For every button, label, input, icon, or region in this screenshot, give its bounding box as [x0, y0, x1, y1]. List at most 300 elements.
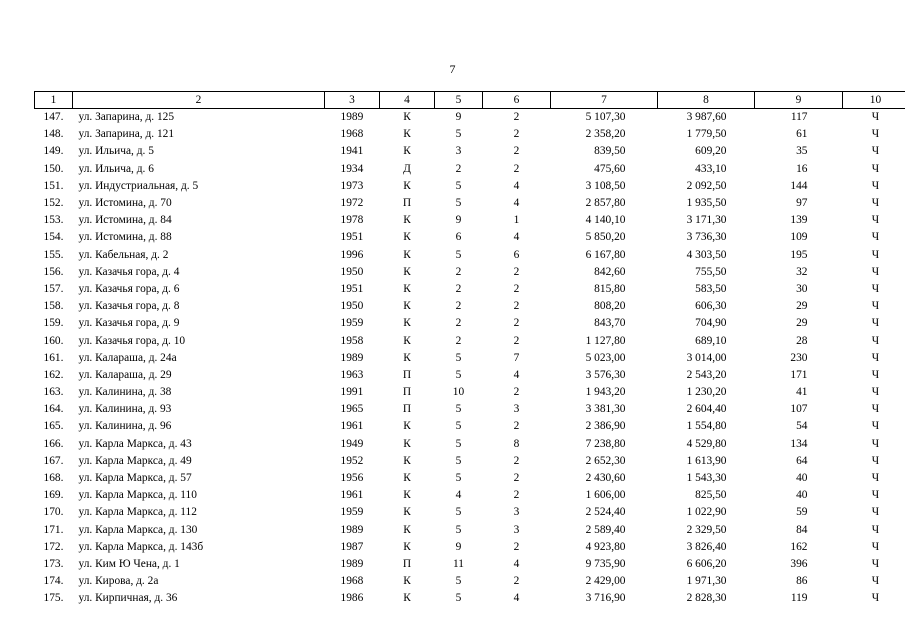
floors-cell: 3 — [455, 145, 462, 158]
row-number-cell: 158. — [43, 300, 64, 313]
wall-material-cell: К — [403, 575, 411, 588]
row-number-cell: 166. — [43, 437, 64, 450]
residents-cell: 35 — [796, 145, 808, 158]
entrances-cell: 2 — [513, 265, 520, 278]
row-number-cell: 167. — [43, 454, 64, 467]
row-number-cell: 157. — [43, 282, 64, 295]
table-row — [35, 418, 905, 435]
row-number-cell: 164. — [43, 403, 64, 416]
total-area-cell: 2 589,40 — [585, 523, 626, 536]
floors-cell: 5 — [455, 179, 462, 192]
total-area-cell: 808,20 — [594, 300, 626, 313]
row-number-cell: 170. — [43, 506, 64, 519]
wall-material-cell: К — [403, 145, 411, 158]
entrances-cell: 3 — [513, 403, 520, 416]
total-area-cell: 1 943,20 — [585, 386, 626, 399]
address-cell: ул. Казачья гора, д. 9 — [78, 317, 180, 330]
living-area-cell: 1 230,20 — [686, 386, 727, 399]
category-cell: Ч — [871, 386, 880, 399]
year-built-cell: 1949 — [340, 437, 364, 450]
year-built-cell: 1951 — [340, 231, 364, 244]
entrances-cell: 6 — [513, 248, 520, 261]
residents-cell: 230 — [790, 351, 808, 364]
entrances-cell: 1 — [513, 214, 520, 227]
residents-cell: 59 — [796, 506, 808, 519]
total-area-cell: 4 923,80 — [585, 540, 626, 553]
category-cell: Ч — [871, 506, 880, 519]
year-built-cell: 1978 — [340, 214, 364, 227]
category-cell: Ч — [871, 523, 880, 536]
floors-cell: 11 — [453, 557, 464, 570]
wall-material-cell: К — [403, 437, 411, 450]
category-cell: Ч — [871, 368, 880, 381]
year-built-cell: 1961 — [340, 420, 364, 433]
entrances-cell: 2 — [513, 128, 520, 141]
table-row — [35, 247, 905, 264]
residents-cell: 16 — [796, 162, 808, 175]
year-built-cell: 1989 — [340, 111, 364, 124]
floors-cell: 5 — [455, 523, 462, 536]
living-area-cell: 1 971,30 — [686, 575, 727, 588]
table-row — [35, 229, 905, 246]
living-area-cell: 609,20 — [695, 145, 727, 158]
living-area-cell: 3 826,40 — [686, 540, 727, 553]
category-cell: Ч — [871, 248, 880, 261]
table-row — [35, 384, 905, 401]
year-built-cell: 1963 — [340, 368, 364, 381]
row-number-cell: 161. — [43, 351, 64, 364]
residents-cell: 134 — [790, 437, 808, 450]
row-number-cell: 153. — [43, 214, 64, 227]
row-number-cell: 156. — [43, 265, 64, 278]
row-number-cell: 154. — [43, 231, 64, 244]
floors-cell: 5 — [455, 403, 462, 416]
category-cell: Ч — [871, 162, 880, 175]
table-row — [35, 126, 905, 143]
total-area-cell: 2 652,30 — [585, 454, 626, 467]
residents-cell: 195 — [790, 248, 808, 261]
residents-cell: 84 — [796, 523, 808, 536]
residents-cell: 28 — [796, 334, 808, 347]
wall-material-cell: К — [403, 489, 411, 502]
row-number-cell: 149. — [43, 145, 64, 158]
year-built-cell: 1961 — [340, 489, 364, 502]
floors-cell: 5 — [455, 128, 462, 141]
living-area-cell: 3 987,60 — [686, 111, 727, 124]
year-built-cell: 1965 — [340, 403, 364, 416]
wall-material-cell: К — [403, 540, 411, 553]
row-number-cell: 147. — [43, 111, 64, 124]
table-row — [35, 298, 905, 315]
floors-cell: 5 — [455, 368, 462, 381]
category-cell: Ч — [871, 351, 880, 364]
address-cell: ул. Карла Маркса, д. 49 — [78, 454, 192, 467]
row-number-cell: 172. — [43, 540, 64, 553]
living-area-cell: 4 303,50 — [686, 248, 727, 261]
wall-material-cell: К — [403, 248, 411, 261]
entrances-cell: 2 — [513, 317, 520, 330]
total-area-cell: 6 167,80 — [585, 248, 626, 261]
year-built-cell: 1996 — [340, 248, 364, 261]
wall-material-cell: К — [403, 506, 411, 519]
table-header — [35, 92, 905, 109]
address-cell: ул. Карла Маркса, д. 143б — [78, 540, 204, 553]
floors-cell: 2 — [455, 317, 462, 330]
table-row — [35, 143, 905, 160]
living-area-cell: 2 828,30 — [686, 592, 727, 605]
entrances-cell: 2 — [513, 472, 520, 485]
year-built-cell: 1950 — [340, 265, 364, 278]
category-cell: Ч — [871, 231, 880, 244]
residents-cell: 162 — [790, 540, 808, 553]
column-header: 8 — [658, 92, 755, 109]
table-row — [35, 504, 905, 521]
total-area-cell: 2 430,60 — [585, 472, 626, 485]
living-area-cell: 2 092,50 — [686, 179, 727, 192]
column-header: 3 — [325, 92, 380, 109]
header-row — [35, 92, 905, 109]
total-area-cell: 9 735,90 — [585, 557, 626, 570]
year-built-cell: 1973 — [340, 179, 364, 192]
wall-material-cell: К — [403, 592, 411, 605]
year-built-cell: 1959 — [340, 506, 364, 519]
residents-cell: 171 — [790, 368, 808, 381]
living-area-cell: 3 171,30 — [686, 214, 727, 227]
total-area-cell: 2 386,90 — [585, 420, 626, 433]
address-cell: ул. Казачья гора, д. 6 — [78, 282, 180, 295]
residents-cell: 40 — [796, 472, 808, 485]
entrances-cell: 4 — [513, 197, 520, 210]
total-area-cell: 3 716,90 — [585, 592, 626, 605]
wall-material-cell: К — [403, 300, 411, 313]
living-area-cell: 583,50 — [695, 282, 727, 295]
floors-cell: 9 — [455, 111, 462, 124]
total-area-cell: 2 524,40 — [585, 506, 626, 519]
table-row — [35, 556, 905, 573]
address-cell: ул. Истомина, д. 88 — [78, 231, 172, 244]
total-area-cell: 843,70 — [594, 317, 626, 330]
floors-cell: 5 — [455, 437, 462, 450]
residents-cell: 61 — [796, 128, 808, 141]
year-built-cell: 1989 — [340, 351, 364, 364]
total-area-cell: 475,60 — [594, 162, 626, 175]
row-number-cell: 160. — [43, 334, 64, 347]
table-row — [35, 470, 905, 487]
table-row — [35, 573, 905, 590]
category-cell: Ч — [871, 179, 880, 192]
year-built-cell: 1991 — [340, 386, 364, 399]
wall-material-cell: К — [403, 128, 411, 141]
column-header: 7 — [551, 92, 658, 109]
category-cell: Ч — [871, 282, 880, 295]
row-number-cell: 162. — [43, 368, 64, 381]
total-area-cell: 3 576,30 — [585, 368, 626, 381]
row-number-cell: 155. — [43, 248, 64, 261]
entrances-cell: 2 — [513, 575, 520, 588]
year-built-cell: 1968 — [340, 575, 364, 588]
address-cell: ул. Запарина, д. 125 — [78, 111, 175, 124]
residents-cell: 396 — [790, 557, 808, 570]
living-area-cell: 2 329,50 — [686, 523, 727, 536]
year-built-cell: 1986 — [340, 592, 364, 605]
category-cell: Ч — [871, 403, 880, 416]
floors-cell: 5 — [455, 420, 462, 433]
category-cell: Ч — [871, 557, 880, 570]
entrances-cell: 2 — [513, 111, 520, 124]
residents-cell: 32 — [796, 265, 808, 278]
address-cell: ул. Запарина, д. 121 — [78, 128, 175, 141]
wall-material-cell: П — [402, 557, 412, 570]
total-area-cell: 842,60 — [594, 265, 626, 278]
floors-cell: 5 — [455, 351, 462, 364]
entrances-cell: 2 — [513, 386, 520, 399]
living-area-cell: 704,90 — [695, 317, 727, 330]
column-header: 2 — [73, 92, 325, 109]
floors-cell: 5 — [455, 472, 462, 485]
address-cell: ул. Ким Ю Чена, д. 1 — [78, 557, 180, 570]
wall-material-cell: К — [403, 523, 411, 536]
year-built-cell: 1952 — [340, 454, 364, 467]
row-number-cell: 171. — [43, 523, 64, 536]
living-area-cell: 4 529,80 — [686, 437, 727, 450]
wall-material-cell: К — [403, 214, 411, 227]
address-cell: ул. Казачья гора, д. 8 — [78, 300, 180, 313]
row-number-cell: 148. — [43, 128, 64, 141]
table-row — [35, 178, 905, 195]
residents-cell: 40 — [796, 489, 808, 502]
address-cell: ул. Калинина, д. 93 — [78, 403, 172, 416]
total-area-cell: 5 023,00 — [585, 351, 626, 364]
total-area-cell: 2 857,80 — [585, 197, 626, 210]
category-cell: Ч — [871, 214, 880, 227]
residents-cell: 139 — [790, 214, 808, 227]
table-row — [35, 522, 905, 539]
table-row — [35, 264, 905, 281]
address-cell: ул. Истомина, д. 70 — [78, 197, 172, 210]
residents-cell: 64 — [796, 454, 808, 467]
total-area-cell: 839,50 — [594, 145, 626, 158]
entrances-cell: 2 — [513, 145, 520, 158]
housing-register-table — [34, 91, 905, 607]
entrances-cell: 2 — [513, 420, 520, 433]
residents-cell: 54 — [796, 420, 808, 433]
row-number-cell: 175. — [43, 592, 64, 605]
row-number-cell: 168. — [43, 472, 64, 485]
table-row — [35, 195, 905, 212]
residents-cell: 86 — [796, 575, 808, 588]
floors-cell: 2 — [455, 282, 462, 295]
entrances-cell: 7 — [513, 351, 520, 364]
living-area-cell: 433,10 — [695, 162, 727, 175]
residents-cell: 144 — [790, 179, 808, 192]
entrances-cell: 2 — [513, 454, 520, 467]
floors-cell: 5 — [455, 454, 462, 467]
floors-cell: 5 — [455, 575, 462, 588]
floors-cell: 2 — [455, 334, 462, 347]
address-cell: ул. Карла Маркса, д. 112 — [78, 506, 197, 519]
entrances-cell: 2 — [513, 162, 520, 175]
floors-cell: 5 — [455, 197, 462, 210]
table-row — [35, 401, 905, 418]
address-cell: ул. Карла Маркса, д. 43 — [78, 437, 192, 450]
entrances-cell: 2 — [513, 300, 520, 313]
floors-cell: 2 — [455, 265, 462, 278]
row-number-cell: 169. — [43, 489, 64, 502]
year-built-cell: 1958 — [340, 334, 364, 347]
entrances-cell: 3 — [513, 506, 520, 519]
floors-cell: 9 — [455, 214, 462, 227]
address-cell: ул. Калинина, д. 38 — [78, 386, 172, 399]
row-number-cell: 150. — [43, 162, 64, 175]
category-cell: Ч — [871, 128, 880, 141]
year-built-cell: 1968 — [340, 128, 364, 141]
category-cell: Ч — [871, 575, 880, 588]
category-cell: Ч — [871, 489, 880, 502]
living-area-cell: 3 736,30 — [686, 231, 727, 244]
address-cell: ул. Кирпичная, д. 36 — [78, 592, 178, 605]
page-number: 7 — [449, 62, 456, 76]
entrances-cell: 2 — [513, 334, 520, 347]
residents-cell: 29 — [796, 317, 808, 330]
wall-material-cell: Д — [403, 162, 411, 175]
living-area-cell: 1 779,50 — [686, 128, 727, 141]
wall-material-cell: К — [403, 334, 411, 347]
floors-cell: 5 — [455, 506, 462, 519]
residents-cell: 97 — [796, 197, 808, 210]
column-header: 5 — [435, 92, 483, 109]
entrances-cell: 2 — [513, 489, 520, 502]
total-area-cell: 3 381,30 — [585, 403, 626, 416]
category-cell: Ч — [871, 592, 880, 605]
residents-cell: 30 — [796, 282, 808, 295]
table-row — [35, 109, 905, 127]
column-header: 6 — [483, 92, 551, 109]
row-number-cell: 151. — [43, 179, 64, 192]
table-row — [35, 350, 905, 367]
column-header: 10 — [843, 92, 905, 109]
wall-material-cell: К — [403, 472, 411, 485]
year-built-cell: 1989 — [340, 557, 364, 570]
wall-material-cell: К — [403, 282, 411, 295]
wall-material-cell: К — [403, 351, 411, 364]
entrances-cell: 2 — [513, 282, 520, 295]
floors-cell: 5 — [455, 248, 462, 261]
living-area-cell: 3 014,00 — [686, 351, 727, 364]
year-built-cell: 1956 — [340, 472, 364, 485]
year-built-cell: 1959 — [340, 317, 364, 330]
entrances-cell: 8 — [513, 437, 520, 450]
residents-cell: 109 — [790, 231, 808, 244]
living-area-cell: 1 543,30 — [686, 472, 727, 485]
table-row — [35, 332, 905, 349]
address-cell: ул. Ильича, д. 6 — [78, 162, 154, 175]
living-area-cell: 2 604,40 — [686, 403, 727, 416]
living-area-cell: 2 543,20 — [686, 368, 727, 381]
row-number-cell: 174. — [43, 575, 64, 588]
residents-cell: 107 — [790, 403, 808, 416]
address-cell: ул. Кабельная, д. 2 — [78, 248, 169, 261]
total-area-cell: 7 238,80 — [585, 437, 626, 450]
floors-cell: 9 — [455, 540, 462, 553]
address-cell: ул. Казачья гора, д. 4 — [78, 265, 180, 278]
living-area-cell: 755,50 — [695, 265, 727, 278]
table-row — [35, 487, 905, 504]
total-area-cell: 3 108,50 — [585, 179, 626, 192]
category-cell: Ч — [871, 197, 880, 210]
address-cell: ул. Карла Маркса, д. 57 — [78, 472, 192, 485]
wall-material-cell: П — [402, 386, 412, 399]
table-row — [35, 590, 905, 607]
year-built-cell: 1941 — [340, 145, 364, 158]
entrances-cell: 3 — [513, 523, 520, 536]
category-cell: Ч — [871, 317, 880, 330]
row-number-cell: 163. — [43, 386, 64, 399]
entrances-cell: 4 — [513, 592, 520, 605]
entrances-cell: 2 — [513, 540, 520, 553]
category-cell: Ч — [871, 300, 880, 313]
wall-material-cell: П — [402, 403, 412, 416]
row-number-cell: 173. — [43, 557, 64, 570]
category-cell: Ч — [871, 265, 880, 278]
year-built-cell: 1951 — [340, 282, 364, 295]
address-cell: ул. Калараша, д. 29 — [78, 368, 172, 381]
address-cell: ул. Ильича, д. 5 — [78, 145, 154, 158]
column-header: 1 — [35, 92, 73, 109]
year-built-cell: 1934 — [340, 162, 364, 175]
floors-cell: 5 — [455, 592, 462, 605]
total-area-cell: 4 140,10 — [585, 214, 626, 227]
wall-material-cell: К — [403, 265, 411, 278]
table-row — [35, 315, 905, 332]
wall-material-cell: К — [403, 454, 411, 467]
residents-cell: 29 — [796, 300, 808, 313]
row-number-cell: 152. — [43, 197, 64, 210]
floors-cell: 10 — [452, 386, 465, 399]
table-body — [35, 109, 905, 608]
living-area-cell: 6 606,20 — [686, 557, 727, 570]
total-area-cell: 5 107,30 — [585, 111, 626, 124]
total-area-cell: 5 850,20 — [585, 231, 626, 244]
total-area-cell: 2 358,20 — [585, 128, 626, 141]
table-row — [35, 436, 905, 453]
year-built-cell: 1989 — [340, 523, 364, 536]
address-cell: ул. Казачья гора, д. 10 — [78, 334, 186, 347]
year-built-cell: 1972 — [340, 197, 364, 210]
category-cell: Ч — [871, 111, 880, 124]
living-area-cell: 825,50 — [695, 489, 727, 502]
wall-material-cell: К — [403, 179, 411, 192]
address-cell: ул. Индустриальная, д. 5 — [78, 179, 199, 192]
category-cell: Ч — [871, 454, 880, 467]
category-cell: Ч — [871, 334, 880, 347]
living-area-cell: 1 022,90 — [686, 506, 727, 519]
table-row — [35, 281, 905, 298]
wall-material-cell: П — [402, 368, 412, 381]
living-area-cell: 1 613,90 — [686, 454, 727, 467]
wall-material-cell: П — [402, 197, 412, 210]
table-row — [35, 453, 905, 470]
floors-cell: 4 — [455, 489, 462, 502]
row-number-cell: 165. — [43, 420, 64, 433]
living-area-cell: 606,30 — [695, 300, 727, 313]
table-row — [35, 539, 905, 556]
category-cell: Ч — [871, 540, 880, 553]
address-cell: ул. Карла Маркса, д. 110 — [78, 489, 197, 502]
floors-cell: 6 — [455, 231, 462, 244]
column-header: 4 — [380, 92, 435, 109]
living-area-cell: 1 935,50 — [686, 197, 727, 210]
address-cell: ул. Калараша, д. 24а — [78, 351, 177, 364]
